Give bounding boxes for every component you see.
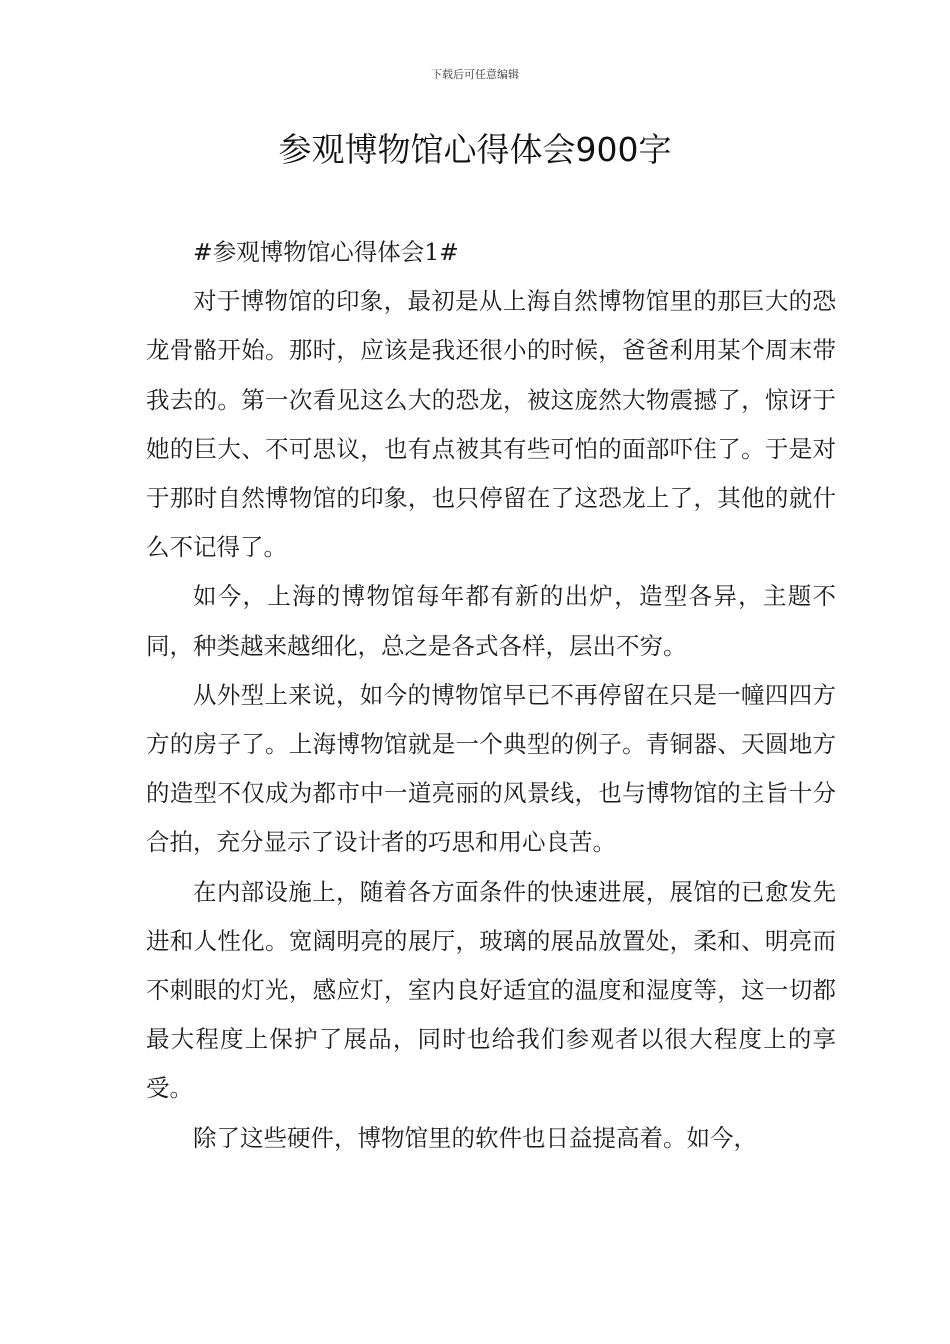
body-paragraph: 如今，上海的博物馆每年都有新的出炉，造型各异，主题不同，种类越来越细化，总之是各式各样，层出不穷。 bbox=[146, 582, 836, 660]
section-heading: #参观博物馆心得体会1# bbox=[193, 238, 459, 266]
document-body bbox=[146, 228, 836, 1163]
body-paragraph: 从外型上来说，如今的博物馆早已不再停留在只是一幢四四方方的房子了。上海博物馆就是一个典型的例子。青铜器、天圆地方的造型不仅成为都市中一道亮丽的风景线，也与博物馆的主旨十分合拍，充分显示了设计者的巧思和用心良苦。 bbox=[146, 680, 836, 857]
body-paragraph: 除了这些硬件，博物馆里的软件也日益提高着。如今， bbox=[193, 1123, 757, 1152]
body-paragraph: 在内部设施上，随着各方面条件的快速进展，展馆的已愈发先进和人性化。宽阔明亮的展厅，玻璃的展品放置处，柔和、明亮而不刺眼的灯光，感应灯，室内良好适宜的温度和湿度等，这一切都最大程度上保护了展品，同时也给我们参观者以很大程度上的享受。 bbox=[146, 877, 836, 1103]
download-note: 下载后可任意编辑 bbox=[431, 68, 519, 81]
document-title: 参观博物馆心得体会900字 bbox=[278, 130, 672, 169]
body-paragraph: 对于博物馆的印象，最初是从上海自然博物馆里的那巨大的恐龙骨骼开始。那时，应该是我还很小的时候，爸爸利用某个周末带我去的。第一次看见这么大的恐龙，被这庞然大物震撼了，惊讶于她的巨大、不可思议，也有点被其有些可怕的面部吓住了。于是对于那时自然博物馆的印象，也只停留在了这恐龙上了，其他的就什么不记得了。 bbox=[146, 287, 836, 562]
